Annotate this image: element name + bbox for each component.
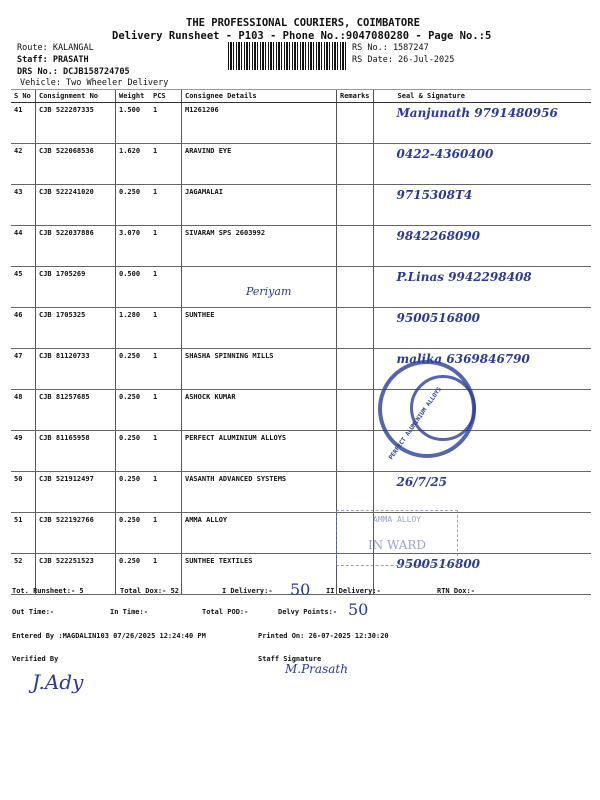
cell-pcs: 1 (150, 513, 182, 554)
delvy-points: Delvy Points:- (278, 608, 338, 616)
cell-wt: 1.620 (116, 144, 151, 185)
cell-wt: 0.250 (116, 349, 151, 390)
cell-remarks (337, 103, 374, 144)
table-row (11, 431, 591, 472)
entered-by: Entered By :MAGDALIN103 07/26/2025 12:24:40 PM (12, 632, 206, 640)
stamp-round-inner (410, 375, 476, 441)
barcode (228, 42, 346, 70)
cell-sno: 41 (11, 103, 36, 144)
cell-sno: 48 (11, 390, 36, 431)
handwritten-signature: malika 6369846790 (396, 352, 530, 366)
cell-sno: 42 (11, 144, 36, 185)
cell-cn: CJB 81120733 (36, 349, 116, 390)
cell-remarks (337, 267, 374, 308)
rtn-dox: RTN Dox:- (437, 587, 475, 595)
cell-consignee: ASHOCK KUMAR (182, 390, 337, 431)
stamp-amma-text: AMMA ALLOY (372, 515, 422, 524)
col-consignment: Consignment No (36, 90, 116, 103)
cell-consignee: SHASHA SPINNING MILLS (182, 349, 337, 390)
handwritten-signature: Manjunath 9791480956 (396, 106, 558, 120)
staff: Staff: PRASATH (17, 55, 89, 65)
table-row (11, 103, 591, 144)
i-delivery: I Delivery:- (222, 587, 273, 595)
cell-pcs: 1 (150, 349, 182, 390)
cell-sno: 49 (11, 431, 36, 472)
cell-cn: CJB 522037886 (36, 226, 116, 267)
consignment-table (11, 89, 591, 595)
staff-signature: M.Prasath (285, 662, 348, 676)
stamp-inward-text: IN WARD (367, 538, 427, 552)
runsheet-subtitle: Delivery Runsheet - P103 - Phone No.:9047080280 - Page No.:5 (112, 30, 492, 42)
cell-pcs: 1 (150, 431, 182, 472)
cell-consignee: PERFECT ALUMINIUM ALLOYS (182, 431, 337, 472)
total-dox: Total Dox:- 52 (120, 587, 180, 595)
table-row (11, 267, 591, 308)
cell-cn: CJB 522287335 (36, 103, 116, 144)
staff-signature-label: Staff Signature (258, 655, 322, 663)
cell-sig (373, 308, 591, 349)
ii-delivery: II Delivery:- (326, 587, 381, 595)
cell-sno: 52 (11, 554, 36, 595)
tot-runsheet: Tot. Runsheet:- 5 (12, 587, 84, 595)
cell-sig (373, 103, 591, 144)
stamp-amma-alloy (336, 510, 458, 566)
rs-date: RS Date: 26-Jul-2025 (352, 55, 455, 65)
cell-remarks (337, 185, 374, 226)
verified-signature: J.Ady (32, 670, 84, 694)
handwritten-signature: P.Linas 9942298408 (396, 270, 532, 284)
handwritten-signature: 9500516800 (396, 311, 481, 325)
cell-wt: 0.250 (116, 472, 151, 513)
cell-pcs: 1 (150, 472, 182, 513)
rs-number: RS No.: 1587247 (352, 43, 429, 53)
cell-consignee: SIVARAM SPS 2603992 (182, 226, 337, 267)
table-row (11, 513, 591, 554)
cell-sno: 44 (11, 226, 36, 267)
in-time: In Time:- (110, 608, 148, 616)
cell-sig (373, 185, 591, 226)
cell-wt: 0.500 (116, 267, 151, 308)
cell-cn: CJB 521912497 (36, 472, 116, 513)
table-row (11, 185, 591, 226)
col-weight: Weight (116, 90, 151, 103)
col-sno: S No (11, 90, 36, 103)
cell-remarks (337, 349, 374, 390)
handwritten-signature: 9842268090 (396, 229, 481, 243)
total-pod: Total POD:- (202, 608, 249, 616)
cell-cn: CJB 522241020 (36, 185, 116, 226)
cell-pcs: 1 (150, 308, 182, 349)
cell-wt: 0.250 (116, 554, 151, 595)
cell-pcs: 1 (150, 226, 182, 267)
handwritten-signature: 9500516800 (396, 557, 481, 571)
drs-number: DRS No.: DCJB158724705 (17, 67, 130, 77)
cell-wt: 3.070 (116, 226, 151, 267)
cell-sig (373, 144, 591, 185)
vehicle: Vehicle: Two Wheeler Delivery (20, 78, 169, 88)
cell-cn: CJB 522251523 (36, 554, 116, 595)
handwritten-signature: 26/7/25 (396, 475, 448, 489)
cell-consignee: SUNTHEE (182, 308, 337, 349)
col-pcs: PCS (150, 90, 182, 103)
company-title: THE PROFESSIONAL COURIERS, COIMBATORE (186, 17, 420, 29)
table-row (11, 144, 591, 185)
cell-sig (373, 267, 591, 308)
cell-consignee: VASANTH ADVANCED SYSTEMS (182, 472, 337, 513)
table-row (11, 349, 591, 390)
cell-cn: CJB 81257685 (36, 390, 116, 431)
col-remarks: Remarks (337, 90, 374, 103)
cell-pcs: 1 (150, 144, 182, 185)
cell-consignee: AMMA ALLOY (182, 513, 337, 554)
cell-pcs: 1 (150, 390, 182, 431)
cell-sno: 45 (11, 267, 36, 308)
printed-on: Printed On: 26-07-2025 12:30:20 (258, 632, 389, 640)
cell-sno: 50 (11, 472, 36, 513)
cell-remarks (337, 226, 374, 267)
cell-cn: CJB 522192766 (36, 513, 116, 554)
cell-consignee: ARAVIND EYE (182, 144, 337, 185)
table-row (11, 308, 591, 349)
cell-sno: 43 (11, 185, 36, 226)
table-row (11, 390, 591, 431)
cell-consignee: JAGAMALAI (182, 185, 337, 226)
cell-sig (373, 472, 591, 513)
table-row (11, 472, 591, 513)
cell-wt: 0.250 (116, 185, 151, 226)
handwritten-signature: 0422-4360400 (396, 147, 494, 161)
cell-cn: CJB 522068536 (36, 144, 116, 185)
cell-remarks (337, 390, 374, 431)
cell-cn: CJB 1705269 (36, 267, 116, 308)
cell-remarks (337, 144, 374, 185)
cell-wt: 1.280 (116, 308, 151, 349)
cell-sno: 47 (11, 349, 36, 390)
cell-remarks (337, 472, 374, 513)
delvy-points-value: 50 (348, 600, 369, 619)
cell-remarks (337, 308, 374, 349)
verified-by: Verified By (12, 655, 59, 663)
cell-sig (373, 226, 591, 267)
cell-pcs: 1 (150, 267, 182, 308)
cell-pcs: 1 (150, 103, 182, 144)
cell-cn: CJB 81165958 (36, 431, 116, 472)
cell-cn: CJB 1705325 (36, 308, 116, 349)
cell-pcs: 1 (150, 554, 182, 595)
route: Route: KALANGAL (17, 43, 94, 53)
cell-wt: 1.500 (116, 103, 151, 144)
stamp-perfect-text: PERFECT ALUMINIUM ALLOYS (387, 385, 444, 462)
cell-consignee: M1261206 (182, 103, 337, 144)
col-consignee: Consignee Details (182, 90, 337, 103)
cell-wt: 0.250 (116, 431, 151, 472)
table-row (11, 226, 591, 267)
i-delivery-value: 50 (290, 580, 311, 599)
handwritten-periyam: Periyam (246, 285, 292, 298)
cell-wt: 0.250 (116, 390, 151, 431)
out-time: Out Time:- (12, 608, 55, 616)
cell-sno: 51 (11, 513, 36, 554)
cell-wt: 0.250 (116, 513, 151, 554)
cell-consignee: SUNTHEE TEXTILES (182, 554, 337, 595)
col-seal: Seal & Signature (373, 90, 591, 103)
handwritten-signature: 9715308T4 (396, 188, 473, 202)
cell-pcs: 1 (150, 185, 182, 226)
cell-remarks (337, 431, 374, 472)
cell-sno: 46 (11, 308, 36, 349)
